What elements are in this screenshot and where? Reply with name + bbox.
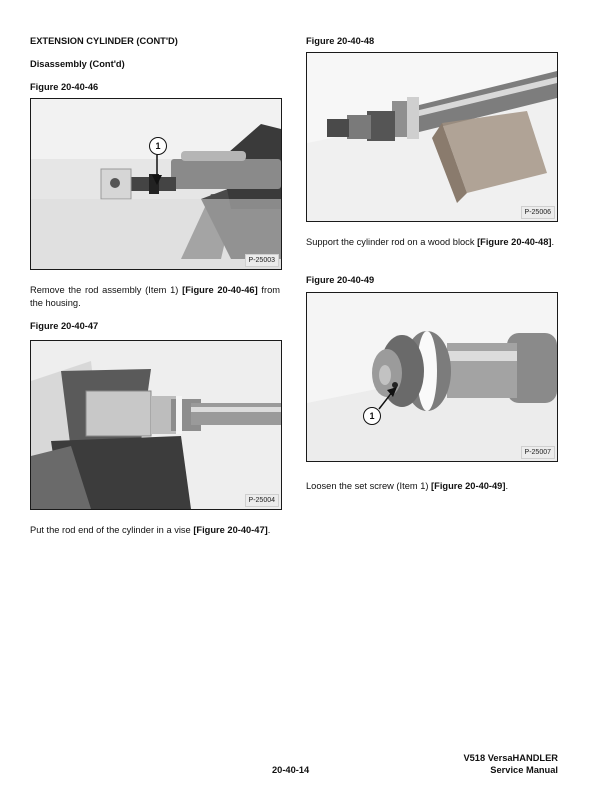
callout-item-1: 1 xyxy=(149,137,167,155)
instruction-tail: . xyxy=(505,481,509,491)
figure-reference: [Figure 20-40-49] xyxy=(431,481,506,491)
callout-arrow-icon xyxy=(31,99,281,269)
figure-title-49: Figure 20-40-49 xyxy=(306,275,375,285)
figure-reference: [Figure 20-40-48] xyxy=(477,237,552,247)
figure-reference: [Figure 20-40-46] xyxy=(182,285,258,295)
figure-title-48: Figure 20-40-48 xyxy=(306,36,375,46)
figure-title-47: Figure 20-40-47 xyxy=(30,321,99,331)
photo-label: P-25004 xyxy=(245,494,279,507)
manual-title: V518 VersaHANDLER xyxy=(463,753,558,763)
instruction-tail: . xyxy=(551,237,555,247)
instruction-tail: . xyxy=(267,525,271,535)
callout-item-1: 1 xyxy=(363,407,381,425)
figure-20-40-47-photo xyxy=(30,340,282,510)
photo-label: P-25003 xyxy=(245,254,279,267)
cylinder-rod-wood-block-illustration xyxy=(307,53,557,221)
manual-info xyxy=(463,752,558,776)
page-number: 20-40-14 xyxy=(272,765,310,775)
instruction-paragraph-3 xyxy=(306,236,556,249)
vise-illustration xyxy=(31,341,281,509)
photo-label: P-25006 xyxy=(521,206,555,219)
instruction-paragraph-4 xyxy=(306,480,556,493)
figure-20-40-49-photo xyxy=(306,292,558,462)
figure-20-40-48-photo xyxy=(306,52,558,222)
instruction-text: Loosen the set screw (Item 1) xyxy=(306,481,432,491)
section-heading: EXTENSION CYLINDER (CONT'D) xyxy=(30,36,178,46)
photo-label: P-25007 xyxy=(521,446,555,459)
instruction-paragraph-1 xyxy=(30,284,280,310)
section-subheading: Disassembly (Cont'd) xyxy=(30,59,125,69)
figure-reference: [Figure 20-40-47] xyxy=(193,525,268,535)
instruction-text: Support the cylinder rod on a wood block xyxy=(306,237,478,247)
instruction-paragraph-2 xyxy=(30,524,280,537)
figure-20-40-46-photo xyxy=(30,98,282,270)
manual-subtitle: Service Manual xyxy=(490,765,558,775)
figure-title-46: Figure 20-40-46 xyxy=(30,82,99,92)
instruction-tail: from the housing. xyxy=(30,285,281,308)
callout-arrow-icon xyxy=(307,293,557,461)
instruction-text: Remove the rod assembly (Item 1) xyxy=(30,285,183,295)
instruction-text: Put the rod end of the cylinder in a vise xyxy=(30,525,194,535)
